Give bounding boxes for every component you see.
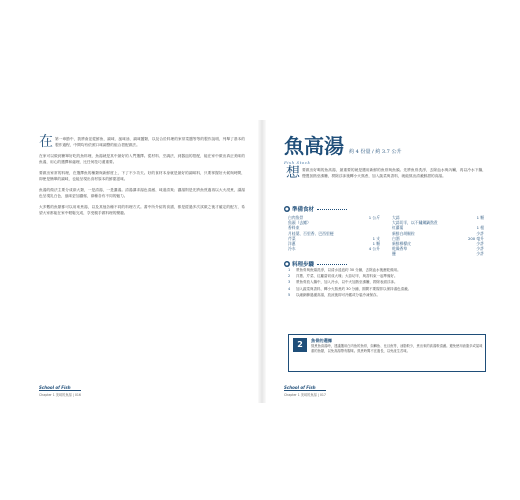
tip-badge: 2 bbox=[293, 338, 307, 352]
recipe-intro: 想 要做出好喝的魚高湯，最重要的就是選用新鮮的魚骨與魚頭。先將魚骨洗淨，去除血水與內臟，再以冷水下鍋，慢慢加熱至沸騰，撈除浮沫後轉小火熬煮，加入蔬菜與香料，就能熬出清澈鮮甜的高湯。 bbox=[286, 165, 486, 181]
ingredient-row: 芹菜 1 支 bbox=[288, 235, 380, 241]
bullet-icon: ● bbox=[285, 261, 289, 266]
ingredient-row: 乾燥香草 少許 bbox=[392, 246, 484, 252]
ingredient-row: 新鮮檸檬皮 少許 bbox=[392, 241, 484, 247]
recipe-yield: 約 4 份量 / 約 3.7 公升 bbox=[349, 149, 402, 155]
recipe-title-block bbox=[284, 130, 401, 165]
ingredient-row: 香料束 bbox=[288, 225, 300, 231]
left-paragraph-4: 魚湯的做法主要分成兩大類，一是清湯，一是濃湯。清湯講求湯色清澈、味道清爽；濃湯則是先將魚煎過再以大火滾煮，讓湯色呈現乳白色，風味更加濃郁，兩種各有不同的魅力。 bbox=[39, 188, 245, 198]
steps-heading: ● 料理步驟 bbox=[284, 260, 347, 268]
left-footer: School of Fish Chapter 1 美味的魚湯 | 016 bbox=[39, 385, 81, 397]
title-english: Fish Stock bbox=[284, 160, 311, 165]
ingredient-row: 紅蘿蔔 1 根 bbox=[392, 225, 484, 231]
step-item: 2 洋蔥、芹菜、紅蘿蔔切成大塊；大蒜切半，與香料束一起準備好。 bbox=[288, 274, 398, 279]
heading-rule bbox=[317, 209, 347, 210]
ingredient-row: 大蒜 1 顆 bbox=[392, 215, 484, 220]
ingredient-row: 白肉魚骨 1 公斤 bbox=[288, 215, 380, 220]
step-item: 3 將魚骨放入鍋中，加入冷水，以中火加熱至沸騰，撈除表面浮沫。 bbox=[288, 280, 398, 285]
left-paragraph-2: 在家可以做到簡單好吃的魚料理，魚湯就是其中最好的入門選擇。從材料、烹調法，到器皿的搭配，能在家中做出真正美味的魚湯，用心的選擇和處理，比任何技巧還重要。 bbox=[39, 154, 245, 164]
heading-rule bbox=[317, 264, 347, 265]
ingredient-row: 新鮮白胡椒粒 少許 bbox=[392, 230, 484, 236]
ingredient-row: 月桂葉、百里香、巴西里梗 bbox=[288, 230, 334, 236]
tip-title: 魚骨的選擇 bbox=[311, 338, 332, 343]
tip-text: 熬煮魚高湯時，建議選用白肉魚的魚骨，如鯛魚、比目魚等，油脂較少，煮出來的高湯較清澈。避免使用油脂多或氣味重的魚類，以免高湯帶有腥味。熬煮時間不宜過長，以免產生苦味。 bbox=[311, 344, 483, 353]
ingredient-row: 鹽 少許 bbox=[392, 251, 484, 257]
left-paragraph-3: 要做出家常的料理，在選擇魚的種類與新鮮度上，下了不少功夫。好的食材本身就是最好的調味料，只要掌握好火候與時間，即使是簡單的調味，也能呈現出食材原本的鮮甜滋味。 bbox=[39, 171, 245, 181]
ingredient-row: 魚頭（去鰓） bbox=[288, 220, 311, 226]
dropcap: 想 bbox=[286, 165, 300, 181]
left-paragraph-5: 大多數的魚類都可以用來煮湯，以及其他各種不同的料理方式。書中所介紹的食譜，都是經過多次試做之後才確定的配方，希望大家都能在家中輕鬆完成，享受親手做料理的樂趣。 bbox=[39, 205, 245, 215]
page-title: 魚高湯 bbox=[284, 134, 344, 158]
dropcap: 在 bbox=[39, 134, 53, 150]
ingredients-heading: ● 準備食材 bbox=[284, 205, 347, 213]
ingredient-row: 洋蔥 1 顆 bbox=[288, 241, 380, 247]
tip-box bbox=[288, 334, 486, 372]
book-spine bbox=[258, 120, 266, 403]
ingredients-list bbox=[288, 215, 484, 257]
steps-list bbox=[288, 268, 486, 299]
ingredient-row: 白酒 200 毫升 bbox=[392, 235, 484, 241]
ingredients-column-right bbox=[392, 215, 484, 257]
ingredients-column-left bbox=[288, 215, 380, 257]
step-item: 4 加入蔬菜與香料，轉小火熬煮約 30 分鐘，期間不要攪拌以保持湯色清澈。 bbox=[288, 286, 412, 291]
left-page bbox=[33, 120, 251, 403]
step-item: 5 以細網篩過濾高湯，放涼後即可冷藏或分裝冷凍保存。 bbox=[288, 292, 380, 297]
ingredient-row: 大蒜切半，以不鏽鋼鍋熬煮 bbox=[392, 220, 438, 226]
right-footer: School of Fish Chapter 1 美味的魚湯 | 017 bbox=[284, 385, 326, 397]
step-item: 1 將魚骨與魚頭洗淨，以清水浸泡約 30 分鐘，去除血水後瀝乾備用。 bbox=[288, 268, 401, 272]
left-paragraph-1: 在 第一章節中，我將會並從鮮魚、調味、風味油、調味醬類，以及合於料理的家常菜醬等等的製作說明，列舉了基本的製作過程，中間均有依照口味調整的組合搭配做法。 bbox=[39, 134, 245, 150]
right-page bbox=[274, 120, 492, 403]
ingredient-row: 冷水 4 公升 bbox=[288, 246, 380, 252]
bullet-icon: ● bbox=[285, 206, 289, 211]
left-body bbox=[39, 136, 245, 221]
